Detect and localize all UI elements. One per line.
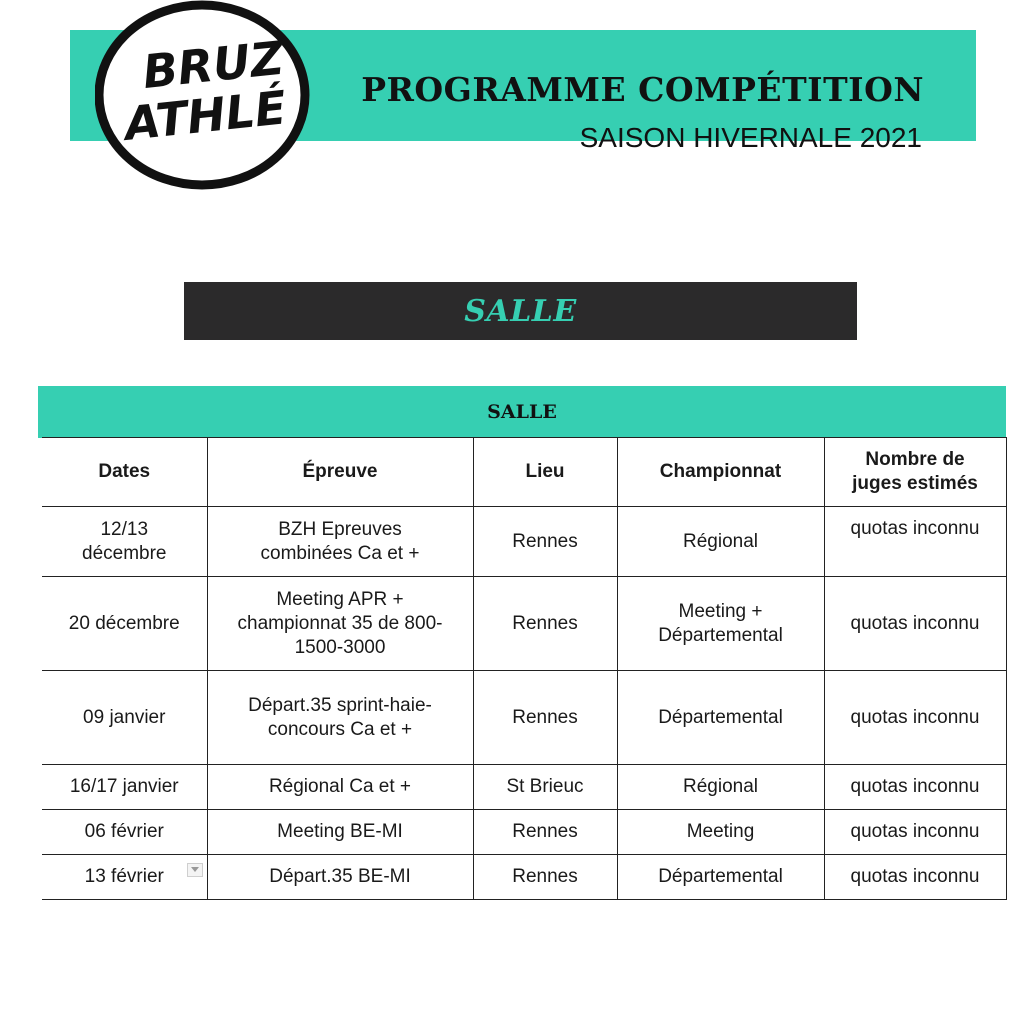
table-caption: [38, 386, 1006, 438]
table-row: [42, 671, 1006, 765]
cell-lieu: St Brieuc: [473, 765, 617, 810]
schedule-table: [42, 437, 1007, 900]
cell-championnat: Régional: [617, 765, 824, 810]
column-header-epreuve: Épreuve: [207, 438, 473, 507]
cell-championnat: Meeting + Départemental: [617, 577, 824, 671]
cell-lieu: Rennes: [473, 577, 617, 671]
cell-date: 09 janvier: [42, 671, 207, 765]
page-title: PROGRAMME COMPÉTITION: [361, 70, 924, 109]
logo-line-1: BRUZ: [140, 30, 287, 100]
column-header-dates: Dates: [42, 438, 207, 507]
cell-championnat: Régional: [617, 507, 824, 577]
cell-lieu: Rennes: [473, 855, 617, 900]
cell-championnat: Meeting: [617, 810, 824, 855]
cell-juges: quotas inconnu: [824, 507, 1006, 577]
cell-date: 16/17 janvier: [42, 765, 207, 810]
table-row: [42, 810, 1006, 855]
section-banner: [184, 282, 857, 340]
table-row: [42, 507, 1006, 577]
cell-date: 06 février: [42, 810, 207, 855]
cell-juges: quotas inconnu: [824, 577, 1006, 671]
page-subtitle: SAISON HIVERNALE 2021: [579, 122, 922, 153]
cell-epreuve: BZH Epreuves combinées Ca et +: [207, 507, 473, 577]
logo-line-2: ATHLÉ: [122, 80, 289, 151]
cell-championnat: Départemental: [617, 855, 824, 900]
cell-lieu: Rennes: [473, 507, 617, 577]
column-header-lieu: Lieu: [473, 438, 617, 507]
cell-epreuve: Départ.35 BE-MI: [207, 855, 473, 900]
table-header-row: [42, 438, 1006, 507]
club-logo: [95, 0, 310, 192]
table-caption-label: SALLE: [487, 401, 557, 423]
cell-juges: quotas inconnu: [824, 671, 1006, 765]
cell-date-text: 13 février: [84, 866, 164, 887]
dropdown-arrow-icon[interactable]: [187, 863, 203, 877]
cell-lieu: Rennes: [473, 671, 617, 765]
cell-juges: quotas inconnu: [824, 810, 1006, 855]
cell-epreuve: Meeting APR + championnat 35 de 800-1500-3000: [207, 577, 473, 671]
section-banner-label: SALLE: [464, 293, 577, 329]
table-row: [42, 855, 1006, 900]
cell-date: [42, 855, 207, 900]
cell-epreuve: Départ.35 sprint-haie-concours Ca et +: [207, 671, 473, 765]
cell-epreuve: Meeting BE-MI: [207, 810, 473, 855]
table-row: [42, 765, 1006, 810]
cell-juges: quotas inconnu: [824, 855, 1006, 900]
cell-lieu: Rennes: [473, 810, 617, 855]
cell-epreuve: Régional Ca et +: [207, 765, 473, 810]
cell-date: 20 décembre: [42, 577, 207, 671]
column-header-juges: Nombre de juges estimés: [824, 438, 1006, 507]
cell-juges: quotas inconnu: [824, 765, 1006, 810]
cell-championnat: Départemental: [617, 671, 824, 765]
cell-date: 12/13 décembre: [42, 507, 207, 577]
column-header-championnat: Championnat: [617, 438, 824, 507]
table-row: [42, 577, 1006, 671]
